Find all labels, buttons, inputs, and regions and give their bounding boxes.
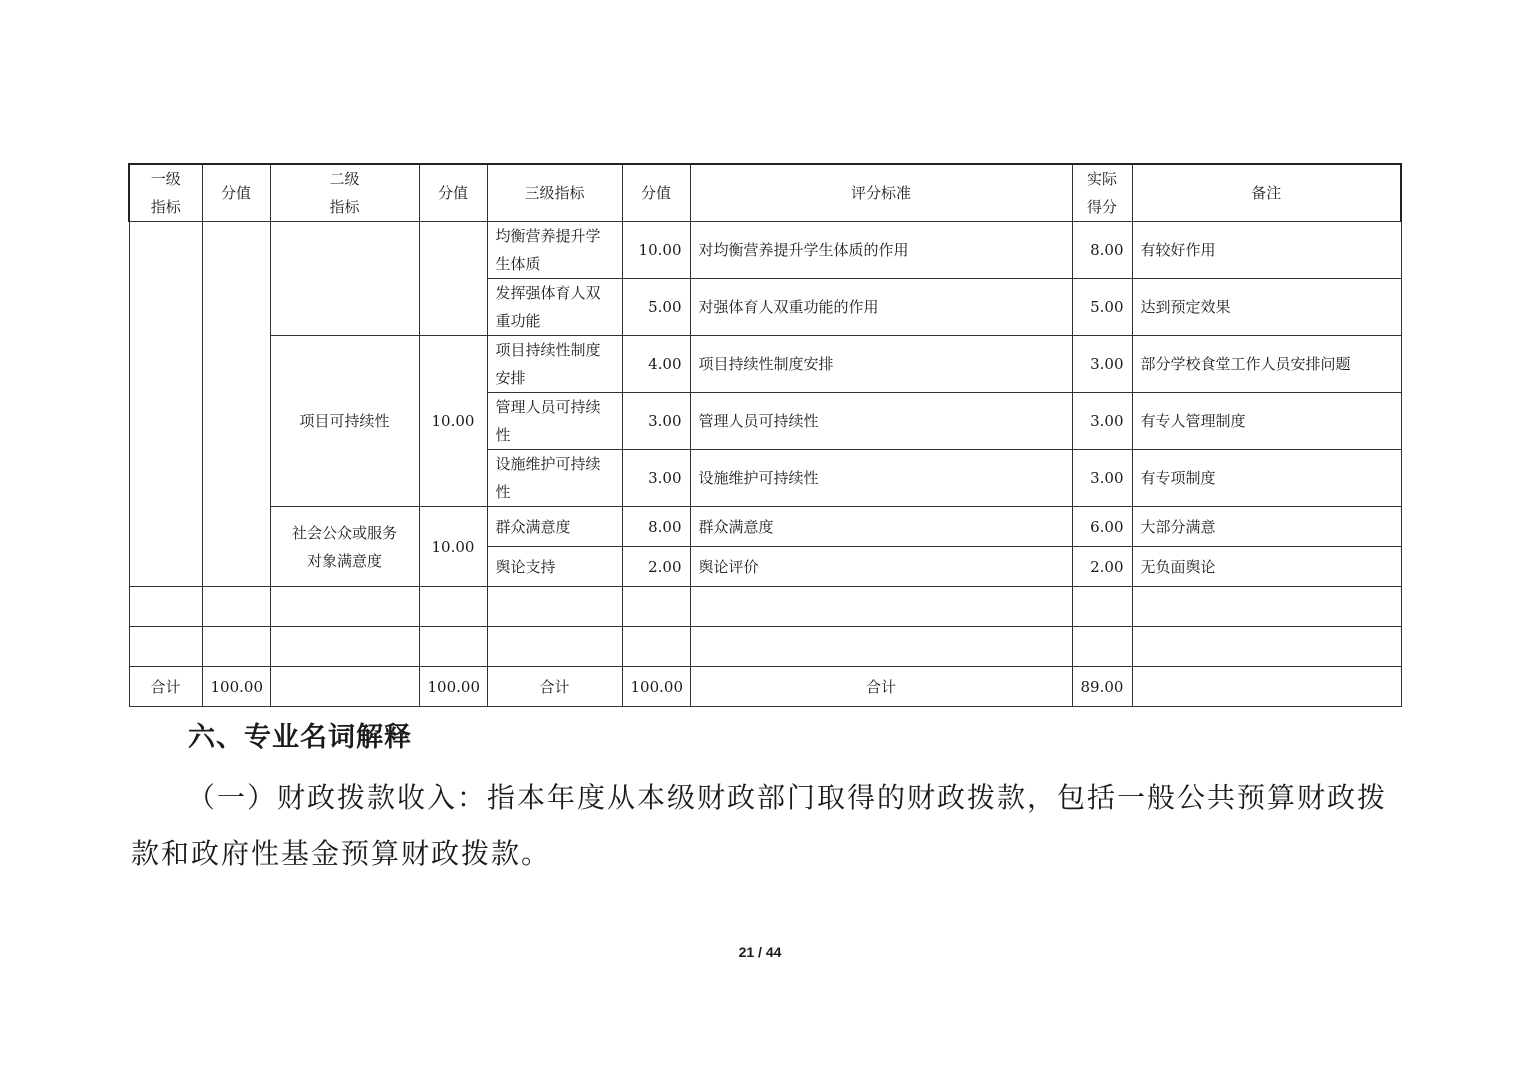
remark-cell: 有专项制度 (1132, 450, 1401, 507)
table-header-row (129, 164, 1401, 222)
level3-indicator-cell: 群众满意度 (487, 507, 622, 547)
criteria-cell: 项目持续性制度安排 (690, 336, 1072, 393)
criteria-cell: 对均衡营养提升学生体质的作用 (690, 222, 1072, 279)
empty-cell (419, 627, 487, 667)
total-score-3-cell: 100.00 (622, 667, 690, 707)
remark-cell: 有专人管理制度 (1132, 393, 1401, 450)
level3-indicator-cell: 发挥强体育人双重功能 (487, 279, 622, 336)
level3-indicator-cell: 均衡营养提升学生体质 (487, 222, 622, 279)
header-score-1: 分值 (202, 164, 270, 222)
header-actual-score: 实际 得分 (1072, 164, 1132, 222)
remark-cell: 有较好作用 (1132, 222, 1401, 279)
actual-score-cell: 6.00 (1072, 507, 1132, 547)
empty-cell (487, 587, 622, 627)
empty-cell (690, 627, 1072, 667)
level3-score-cell: 5.00 (622, 279, 690, 336)
empty-cell (1072, 627, 1132, 667)
header-level3-indicator: 三级指标 (487, 164, 622, 222)
level2-indicator-cell: 社会公众或服务 对象满意度 (270, 507, 419, 587)
level2-score-cell (419, 222, 487, 336)
total-score-2-cell: 100.00 (419, 667, 487, 707)
level1-score-cell (202, 222, 270, 587)
empty-cell (270, 627, 419, 667)
level3-score-cell: 10.00 (622, 222, 690, 279)
header-scoring-criteria: 评分标准 (690, 164, 1072, 222)
header-score-3: 分值 (622, 164, 690, 222)
empty-cell (487, 627, 622, 667)
page-number: 21 / 44 (738, 944, 782, 960)
empty-cell (129, 627, 202, 667)
empty-cell (1132, 667, 1401, 707)
level3-score-cell: 4.00 (622, 336, 690, 393)
level3-indicator-cell: 设施维护可持续性 (487, 450, 622, 507)
total-actual-score-cell: 89.00 (1072, 667, 1132, 707)
total-score-1-cell: 100.00 (202, 667, 270, 707)
criteria-cell: 管理人员可持续性 (690, 393, 1072, 450)
remark-cell: 达到预定效果 (1132, 279, 1401, 336)
totals-row (129, 667, 1401, 707)
actual-score-cell: 5.00 (1072, 279, 1132, 336)
empty-cell (129, 587, 202, 627)
level3-indicator-cell: 管理人员可持续性 (487, 393, 622, 450)
level3-score-cell: 3.00 (622, 450, 690, 507)
actual-score-cell: 3.00 (1072, 450, 1132, 507)
empty-cell (202, 587, 270, 627)
remark-cell: 无负面舆论 (1132, 547, 1401, 587)
empty-cell (270, 587, 419, 627)
level3-indicator-cell: 项目持续性制度安排 (487, 336, 622, 393)
header-remark: 备注 (1132, 164, 1401, 222)
level2-score-cell: 10.00 (419, 507, 487, 587)
empty-table-row (129, 587, 1401, 627)
level3-score-cell: 2.00 (622, 547, 690, 587)
table-row (129, 222, 1401, 279)
definition-paragraph: （一）财政拨款收入：指本年度从本级财政部门取得的财政拨款，包括一般公共预算财政拨款和政府性基金预算财政拨款。 (131, 781, 1388, 870)
table-row (129, 507, 1401, 547)
empty-cell (1072, 587, 1132, 627)
header-score-2: 分值 (419, 164, 487, 222)
empty-cell (1132, 587, 1401, 627)
total-criteria-label-cell: 合计 (690, 667, 1072, 707)
criteria-cell: 设施维护可持续性 (690, 450, 1072, 507)
table-row (129, 336, 1401, 393)
level2-indicator-cell (270, 222, 419, 336)
section-heading: 六、专业名词解释 (188, 722, 412, 753)
actual-score-cell: 3.00 (1072, 393, 1132, 450)
empty-table-row (129, 627, 1401, 667)
actual-score-cell: 8.00 (1072, 222, 1132, 279)
level2-score-cell: 10.00 (419, 336, 487, 507)
level3-indicator-cell: 舆论支持 (487, 547, 622, 587)
level3-score-cell: 8.00 (622, 507, 690, 547)
actual-score-cell: 3.00 (1072, 336, 1132, 393)
empty-cell (1132, 627, 1401, 667)
empty-cell (270, 667, 419, 707)
empty-cell (690, 587, 1072, 627)
criteria-cell: 对强体育人双重功能的作用 (690, 279, 1072, 336)
performance-score-table (128, 163, 1402, 707)
header-level2-indicator: 二级 指标 (270, 164, 419, 222)
empty-cell (419, 587, 487, 627)
actual-score-cell: 2.00 (1072, 547, 1132, 587)
level3-score-cell: 3.00 (622, 393, 690, 450)
level2-indicator-cell: 项目可持续性 (270, 336, 419, 507)
criteria-cell: 群众满意度 (690, 507, 1072, 547)
empty-cell (622, 627, 690, 667)
empty-cell (622, 587, 690, 627)
total-label-cell: 合计 (129, 667, 202, 707)
remark-cell: 大部分满意 (1132, 507, 1401, 547)
remark-cell: 部分学校食堂工作人员安排问题 (1132, 336, 1401, 393)
empty-cell (202, 627, 270, 667)
criteria-cell: 舆论评价 (690, 547, 1072, 587)
header-level1-indicator: 一级 指标 (129, 164, 202, 222)
level1-indicator-cell (129, 222, 202, 587)
total-label-3-cell: 合计 (487, 667, 622, 707)
